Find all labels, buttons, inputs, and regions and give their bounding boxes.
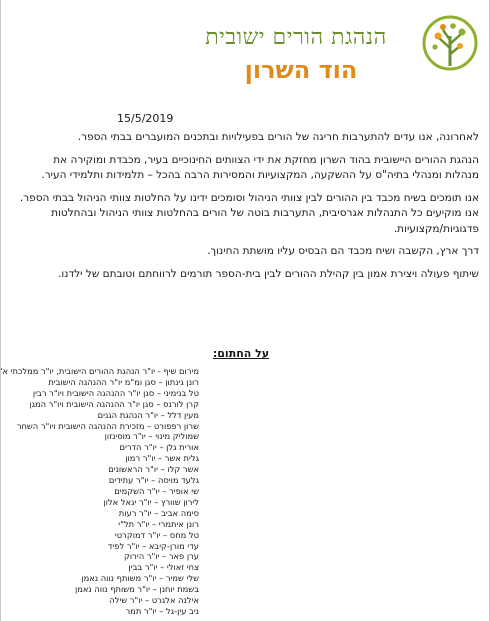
paragraph: אנו תומכים בשיח מכבד בין ההורים לבין צוותי הניהול וסומכים ידינו על החלטות צוותי הניהול בבתי הספר. אנו מוקיעים כל התנהלות אגרסיבית, התערבות בוטה של הורים בהחלטות צוותי הניהול ובהחלטות פדגוגיות/מקצועיות. [19, 191, 479, 235]
signer-line: טל מחס – יו"ר דמוקרטי [114, 529, 199, 540]
paragraph: דרך ארץ, הקשבה ושיח מכבד הם הבסיס עליו מושתת החינוך. [207, 245, 479, 257]
tree-icon [421, 14, 479, 72]
signer-line: מעין דלל – יו"ר הנהגת הגנים [97, 409, 199, 420]
paragraph: לאחרונה, אנו עדים להתערבות חריגה של הורים בפעילויות ובתכנים המועברים בבתי הספר. [77, 131, 479, 143]
signer-line: ניב עין-גל – יו"ר תמר [125, 605, 199, 616]
signer-line: צחי זאולי – יו"ר בבין [128, 562, 199, 573]
signer-line: עדי מורן-קיבא – יו"ר לפיד [107, 540, 199, 551]
logo-title: הנהגת הורים ישובית [205, 25, 387, 50]
signer-line: מירום שיף - יו"ר הנהגת ההורים הישובית, יו"ר ממלכתי א' [0, 366, 199, 376]
paragraph: הנהגת ההורים היישובית בהוד השרון מחזקת את ידי הצוותים החינוכיים בעיר, מכבדת ומוקירה את מנהלות ומנהלי בתיה"ס על ההשקעה, המקצועיות והמסירות הרבה בהכל – תלמידות ותלמידי העיר. [41, 153, 479, 181]
signer-line: סימה אביב – יו"ר רעות [118, 507, 199, 518]
signer-line: גלית אשר – יו"ר רמון [125, 453, 199, 464]
logo-city: הוד השרון [244, 56, 358, 84]
signers-title: על החתום: [212, 347, 270, 360]
signer-line: לירון שוורץ – יו"ר יגאל אלון [103, 496, 199, 507]
signer-line: גלעד מויסה – יו"ר עתידים [108, 475, 199, 486]
letter-date: 15/5/2019 [117, 112, 174, 125]
signer-line: אורית גלן – יו"ר הדרים [119, 442, 199, 453]
signer-line: טל בנימיני – סגן יו"ר ההנהגה הישובית ויו"ר רבין [32, 387, 199, 398]
paragraph: שיתוף פעולה ויצירת אמון בין קהילת ההורים לבין בית-הספר תורמים לרווחתם וטובתם של ילדנו. [58, 267, 479, 280]
signer-line: ערן פאר – יו"ר הירוק [124, 551, 199, 562]
signer-line: שמוליק מינוי – יו"ר מוסינזון [104, 431, 199, 442]
signer-line: אשר קלו – יו"ר הראשונים [108, 464, 199, 475]
signer-line: קרן לורנס – סגן יו"ר ההנהגה הישובית ויו"ר המגן [29, 398, 199, 409]
signer-line: רונן איתמרי – יו"ר תל"י [118, 518, 199, 529]
signer-line: אילנה אלגרט – יו"ר שילה [109, 595, 199, 606]
signer-line: רונן גינתון – סגן ומ"מ יו"ר ההנהגה הישובית [48, 376, 199, 387]
logo [171, 14, 481, 94]
signer-line: שי אופיר – יו"ר השקמים [114, 485, 199, 496]
signer-line: בשמת יוחנן – יו"ר משותף נווה נאמן [74, 584, 199, 595]
signers-list [0, 366, 199, 617]
letter-body [17, 130, 479, 289]
signer-line: שלי שמיר – יו"ר משותף נווה נאמן [81, 573, 199, 584]
signer-line: שרון רפפורט – מזכירת ההנהגה הישובית ויו"ר השחר [16, 420, 199, 431]
